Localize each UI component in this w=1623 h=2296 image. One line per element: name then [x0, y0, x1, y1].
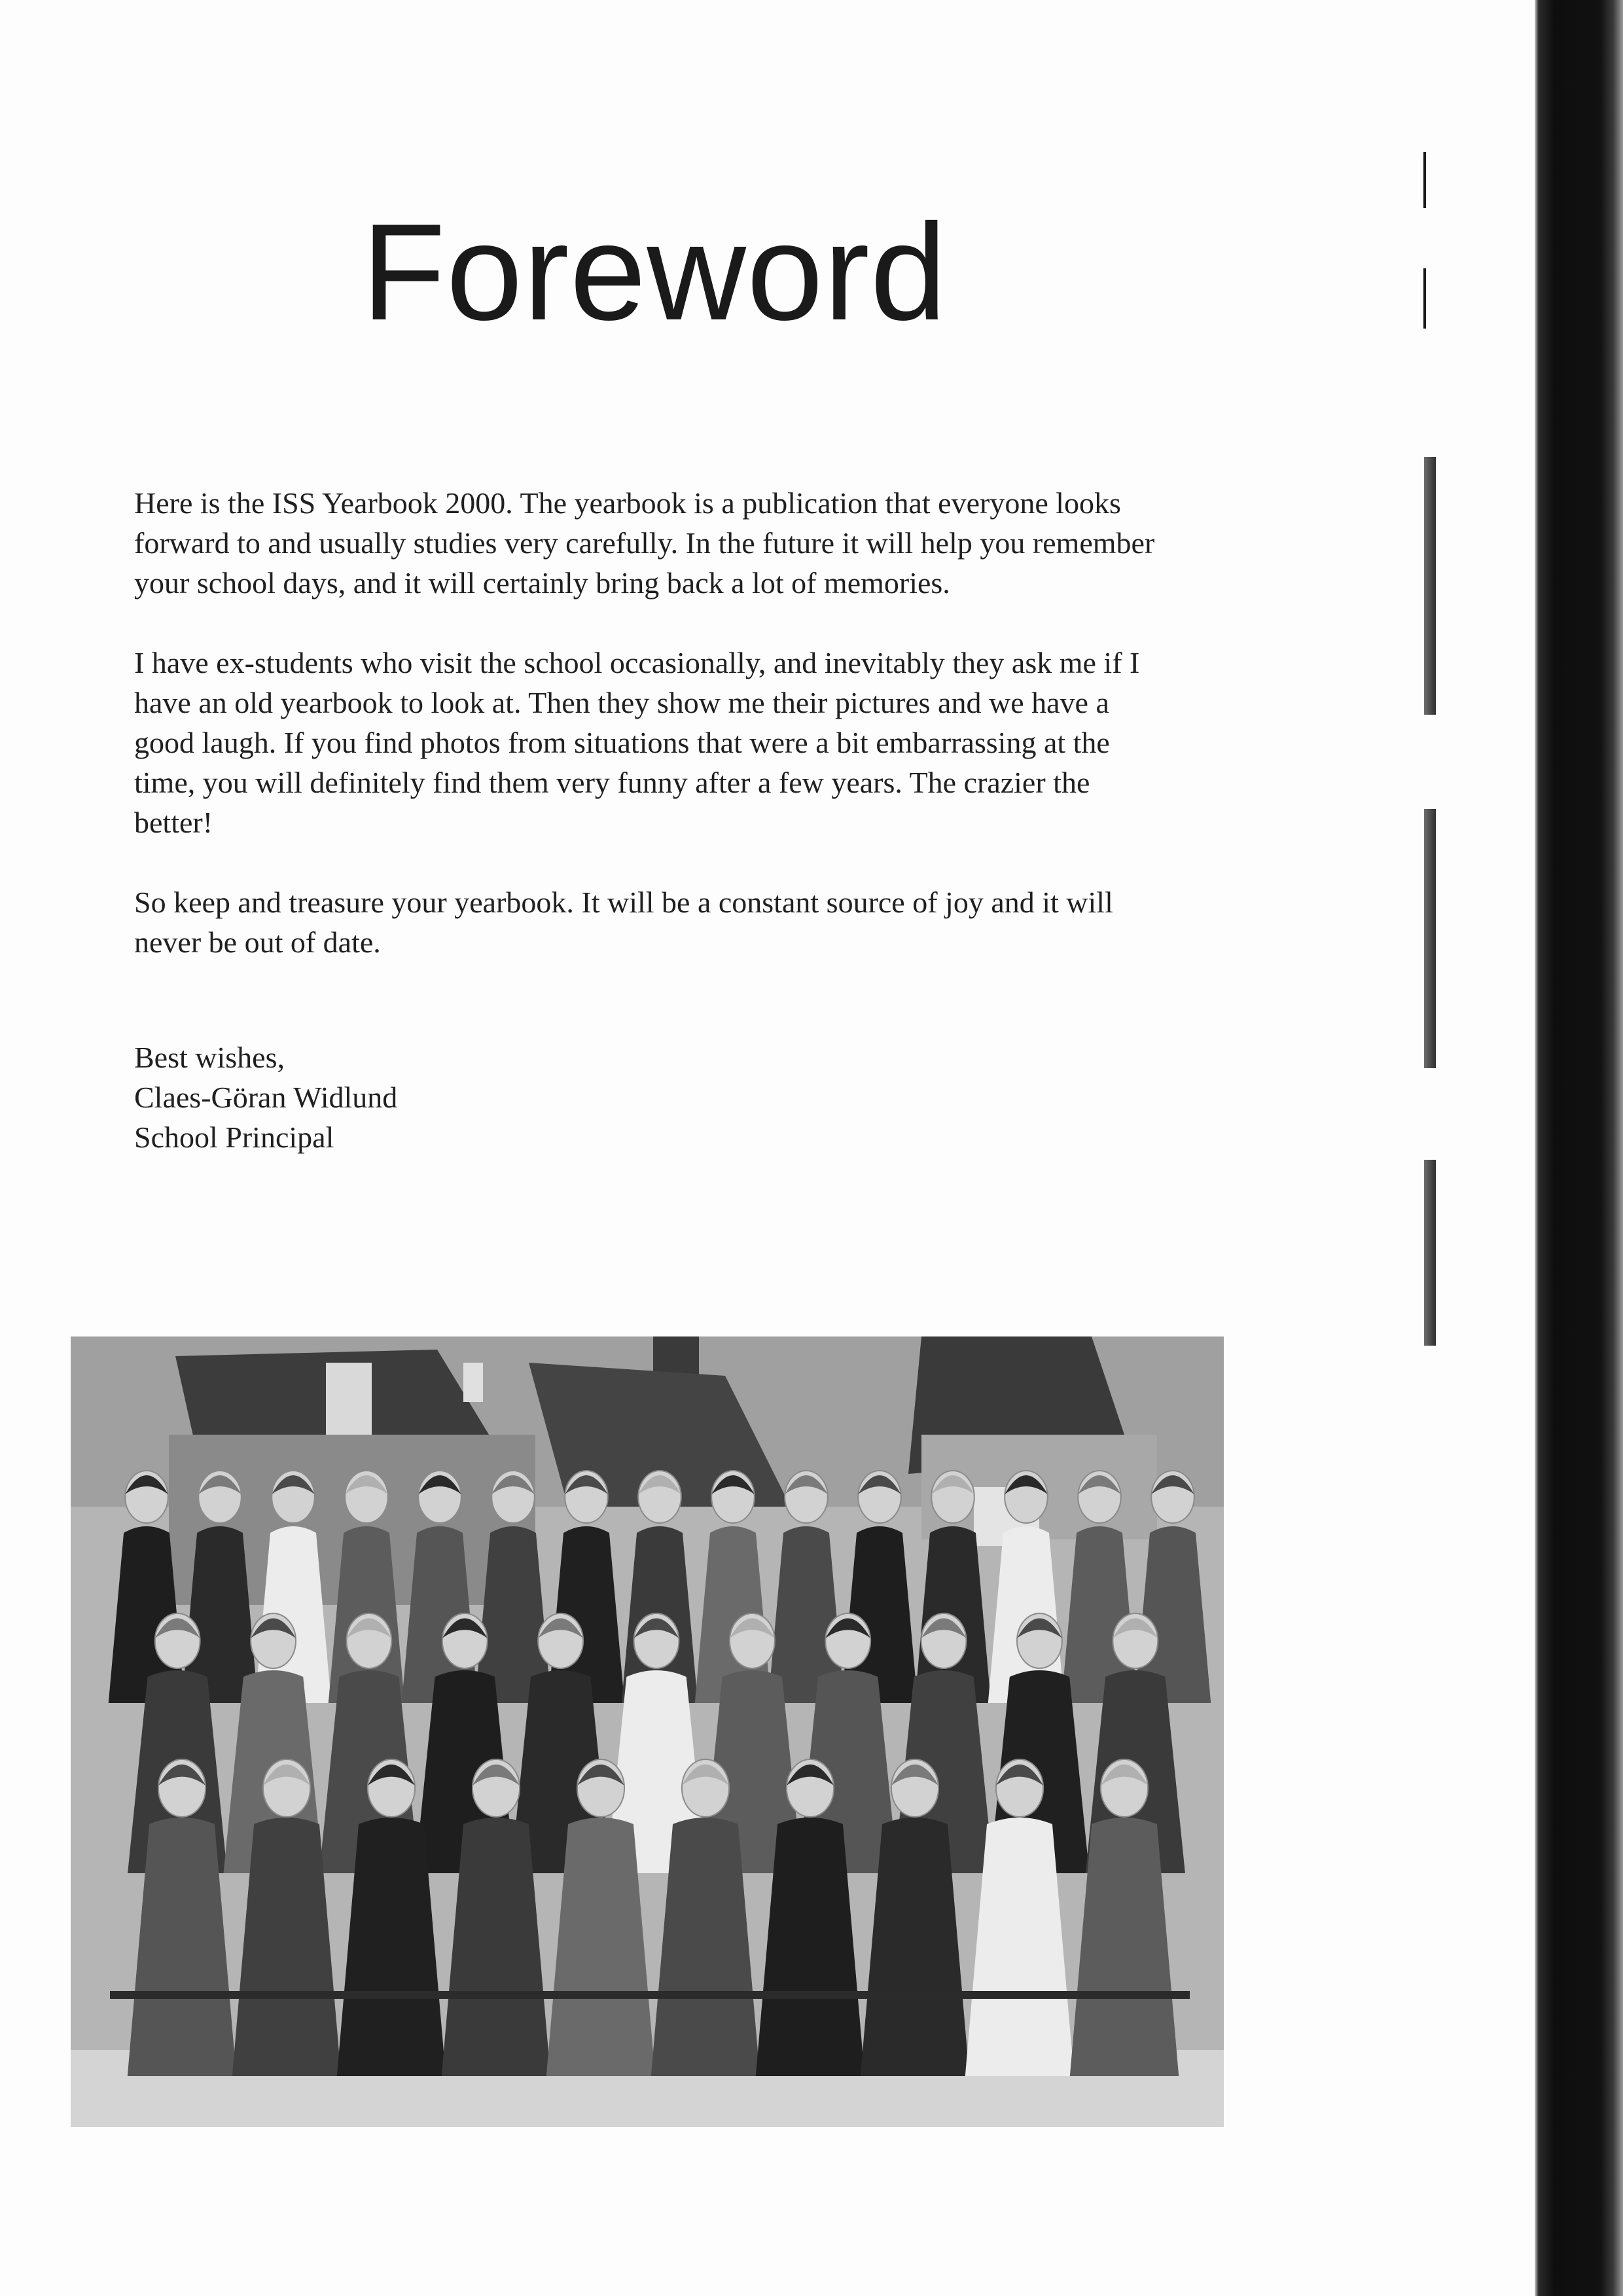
page-title: Foreword [361, 194, 948, 349]
scan-edge-mark-1 [1423, 152, 1426, 208]
signature-role: School Principal [134, 1121, 334, 1154]
signature-block [134, 1037, 397, 1157]
bench-rail [110, 1991, 1190, 1999]
scan-edge-shadow [1535, 0, 1623, 2296]
signature-closing: Best wishes, [134, 1041, 285, 1074]
signature-name: Claes-Göran Widlund [134, 1081, 398, 1114]
scan-edge-mark-2 [1423, 268, 1426, 329]
scan-edge-tab-1 [1424, 457, 1436, 715]
scan-edge-tab-2 [1424, 809, 1436, 1068]
staff-people [109, 1471, 1211, 2076]
foreword-body [134, 483, 1155, 1002]
photo-illustration [71, 1336, 1224, 2127]
scan-edge-tab-3 [1424, 1160, 1436, 1346]
paragraph-1: Here is the ISS Yearbook 2000. The yearbook is a publication that everyone looks forward to and usually studies very carefully. In the future it will help you remember your school days, and it will certainly bring back a lot of memories. [134, 486, 1155, 600]
backdrop-window-2 [463, 1363, 483, 1402]
staff-group-photo [71, 1336, 1224, 2127]
backdrop-window-1 [326, 1363, 372, 1435]
paragraph-3: So keep and treasure your yearbook. It will be a constant source of joy and it will never be out of date. [134, 886, 1113, 959]
paragraph-2: I have ex-students who visit the school occasionally, and inevitably they ask me if I have an old yearbook to look at. Then they show me their pictures and we have a good laugh. If you find photos from situations that were a bit embarrassing at the time, you will definitely find them very funny after a few years. The crazier the better! [134, 646, 1140, 839]
